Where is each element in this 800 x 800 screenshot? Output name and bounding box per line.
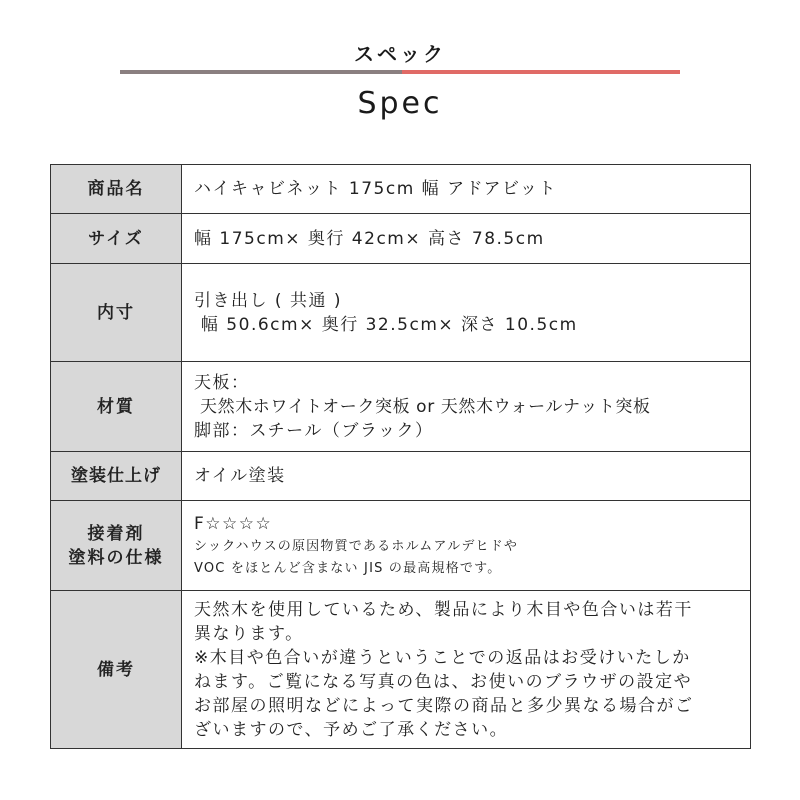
label-line: 接着剤	[87, 523, 145, 544]
value-line: ねます。ご覧になる写真の色は、お使いのブラウザの設定や	[194, 671, 693, 692]
value-line: ざいますので、予めご了承ください。	[194, 719, 509, 740]
value-line: オイル塗装	[194, 466, 286, 486]
table-row-finish	[51, 452, 751, 501]
value-line: VOC をほとんど含まない JIS の最高規格です。	[194, 560, 502, 576]
row-value	[182, 165, 751, 214]
value-line: ハイキャビネット 175cm 幅 アドアビット	[194, 179, 557, 199]
formaldehyde-rating: F☆☆☆☆	[194, 513, 273, 534]
value-line: ※木目や色合いが違うということでの返品はお受けいたしか	[194, 647, 691, 668]
title-divider	[120, 70, 680, 74]
row-value	[182, 214, 751, 264]
value-line: シックハウスの原因物質であるホルムアルデヒドや	[194, 538, 519, 554]
row-label: 材質	[51, 362, 182, 452]
value-line: 幅 175cm× 奥行 42cm× 高さ 78.5cm	[194, 228, 545, 249]
table-row-notes	[51, 591, 751, 749]
section-title-en: Spec	[357, 86, 443, 121]
spec-table	[50, 164, 751, 749]
label-line: 塗料の仕様	[68, 547, 164, 568]
row-label	[51, 501, 182, 591]
table-row-inner-size	[51, 264, 751, 362]
table-row-material	[51, 362, 751, 452]
row-value	[182, 362, 751, 452]
value-line: 幅 50.6cm× 奥行 32.5cm× 深さ 10.5cm	[194, 314, 578, 335]
table-row-product-name	[51, 165, 751, 214]
row-label: 塗装仕上げ	[51, 452, 182, 501]
divider-left-segment	[120, 70, 402, 74]
table-row-size	[51, 214, 751, 264]
row-label: 備考	[51, 591, 182, 749]
row-label: サイズ	[51, 214, 182, 264]
table-row-adhesive	[51, 501, 751, 591]
value-line: お部屋の照明などによって実際の商品と多少異なる場合がご	[194, 695, 694, 716]
row-value	[182, 452, 751, 501]
row-label: 商品名	[51, 165, 182, 214]
value-line: 脚部：スチール（ブラック）	[194, 420, 434, 441]
value-line: 天板：	[194, 372, 250, 393]
value-line: 引き出し ( 共通 )	[194, 290, 342, 311]
divider-right-segment	[402, 70, 680, 74]
row-value	[182, 501, 751, 591]
value-line: 異なります。	[194, 623, 304, 644]
row-value	[182, 264, 751, 362]
row-value	[182, 591, 751, 749]
value-line: 天然木を使用しているため、製品により木目や色合いは若干	[194, 599, 693, 620]
row-label: 内寸	[51, 264, 182, 362]
section-title-jp: スペック	[354, 42, 446, 66]
value-line: 天然木ホワイトオーク突板 or 天然木ウォールナット突板	[194, 396, 651, 417]
